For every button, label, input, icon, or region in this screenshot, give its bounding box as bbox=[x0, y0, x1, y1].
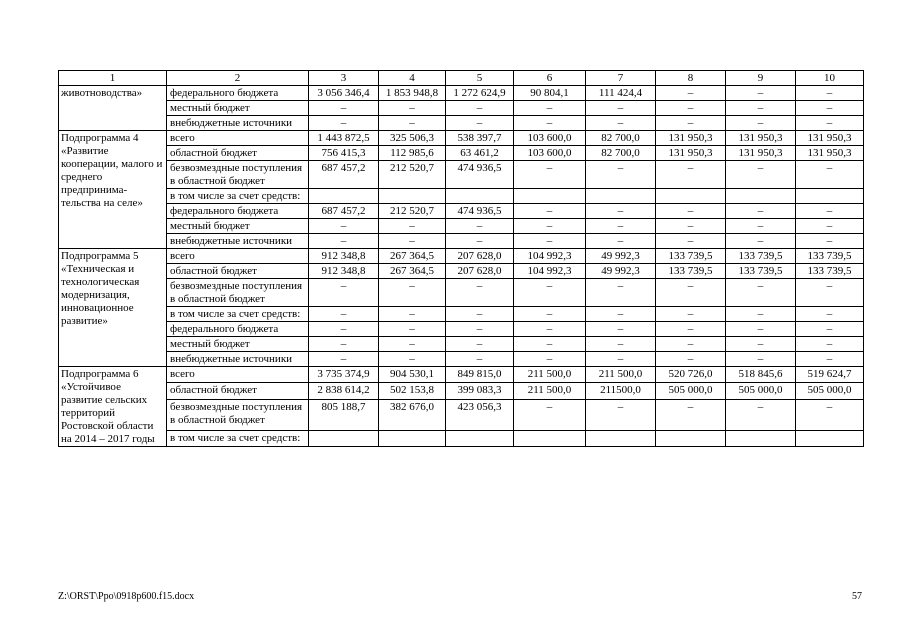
value-cell: 912 348,8 bbox=[309, 249, 379, 264]
value-cell: 474 936,5 bbox=[446, 161, 514, 189]
funding-source: внебюджетные источники bbox=[167, 352, 309, 367]
value-cell: – bbox=[379, 116, 446, 131]
value-cell: – bbox=[656, 234, 726, 249]
table-row bbox=[59, 146, 864, 161]
file-path-footer: Z:\ORST\Ppo\0918p600.f15.docx bbox=[58, 591, 195, 602]
table-row bbox=[59, 234, 864, 249]
value-cell: – bbox=[656, 86, 726, 101]
value-cell bbox=[514, 189, 586, 204]
funding-source: местный бюджет bbox=[167, 219, 309, 234]
value-cell: 423 056,3 bbox=[446, 399, 514, 430]
funding-source: местный бюджет bbox=[167, 337, 309, 352]
table-row bbox=[59, 189, 864, 204]
value-cell: – bbox=[586, 352, 656, 367]
column-number: 5 bbox=[446, 71, 514, 86]
value-cell bbox=[656, 430, 726, 446]
value-cell: – bbox=[446, 234, 514, 249]
table-row bbox=[59, 101, 864, 116]
table-row bbox=[59, 264, 864, 279]
value-cell: – bbox=[446, 101, 514, 116]
value-cell: – bbox=[726, 101, 796, 116]
value-cell: 1 443 872,5 bbox=[309, 131, 379, 146]
table-row bbox=[59, 249, 864, 264]
value-cell: 133 739,5 bbox=[656, 264, 726, 279]
value-cell bbox=[586, 430, 656, 446]
value-cell: 49 992,3 bbox=[586, 264, 656, 279]
value-cell: 505 000,0 bbox=[656, 383, 726, 399]
value-cell: 267 364,5 bbox=[379, 264, 446, 279]
program-name: Подпрограмма 5 «Техническая и технологическая модернизация, инновационное развитие» bbox=[59, 249, 167, 367]
value-cell: 3 735 374,9 bbox=[309, 367, 379, 383]
value-cell: – bbox=[586, 219, 656, 234]
value-cell bbox=[656, 189, 726, 204]
value-cell: – bbox=[514, 399, 586, 430]
value-cell: 267 364,5 bbox=[379, 249, 446, 264]
value-cell: – bbox=[726, 234, 796, 249]
value-cell: – bbox=[796, 101, 864, 116]
value-cell: 1 853 948,8 bbox=[379, 86, 446, 101]
value-cell: 805 188,7 bbox=[309, 399, 379, 430]
value-cell: – bbox=[309, 352, 379, 367]
value-cell: 520 726,0 bbox=[656, 367, 726, 383]
value-cell: 212 520,7 bbox=[379, 204, 446, 219]
value-cell: 211 500,0 bbox=[514, 367, 586, 383]
value-cell: 849 815,0 bbox=[446, 367, 514, 383]
value-cell: 518 845,6 bbox=[726, 367, 796, 383]
value-cell: – bbox=[796, 352, 864, 367]
column-number: 6 bbox=[514, 71, 586, 86]
value-cell: 131 950,3 bbox=[726, 131, 796, 146]
value-cell: – bbox=[309, 322, 379, 337]
table-row bbox=[59, 116, 864, 131]
program-name: Подпрограмма 4 «Развитие кооперации, малого и среднего предпринима-тельства на селе» bbox=[59, 131, 167, 249]
column-number: 8 bbox=[656, 71, 726, 86]
value-cell: – bbox=[796, 234, 864, 249]
table-row bbox=[59, 131, 864, 146]
value-cell: 103 600,0 bbox=[514, 146, 586, 161]
value-cell: 104 992,3 bbox=[514, 264, 586, 279]
value-cell: – bbox=[309, 279, 379, 307]
value-cell: – bbox=[656, 161, 726, 189]
value-cell: 111 424,4 bbox=[586, 86, 656, 101]
table-row bbox=[59, 337, 864, 352]
value-cell bbox=[309, 189, 379, 204]
value-cell: – bbox=[309, 116, 379, 131]
value-cell: – bbox=[796, 307, 864, 322]
value-cell: 207 628,0 bbox=[446, 264, 514, 279]
value-cell: – bbox=[796, 204, 864, 219]
column-number: 10 bbox=[796, 71, 864, 86]
value-cell: 325 506,3 bbox=[379, 131, 446, 146]
value-cell: – bbox=[726, 86, 796, 101]
value-cell: 131 950,3 bbox=[656, 131, 726, 146]
value-cell: – bbox=[656, 307, 726, 322]
value-cell: – bbox=[514, 322, 586, 337]
value-cell: – bbox=[726, 116, 796, 131]
value-cell: 112 985,6 bbox=[379, 146, 446, 161]
value-cell: – bbox=[726, 322, 796, 337]
value-cell: – bbox=[656, 101, 726, 116]
value-cell: 82 700,0 bbox=[586, 131, 656, 146]
value-cell: 399 083,3 bbox=[446, 383, 514, 399]
value-cell: – bbox=[656, 116, 726, 131]
table-row bbox=[59, 322, 864, 337]
funding-source: безвозмездные поступления в областной бюджет bbox=[167, 161, 309, 189]
value-cell: 207 628,0 bbox=[446, 249, 514, 264]
value-cell: – bbox=[726, 337, 796, 352]
value-cell: 912 348,8 bbox=[309, 264, 379, 279]
value-cell: – bbox=[726, 161, 796, 189]
value-cell: 133 739,5 bbox=[726, 249, 796, 264]
table-row bbox=[59, 430, 864, 446]
value-cell: – bbox=[586, 204, 656, 219]
funding-source: в том числе за счет средств: bbox=[167, 307, 309, 322]
value-cell: 519 624,7 bbox=[796, 367, 864, 383]
value-cell: – bbox=[586, 337, 656, 352]
value-cell bbox=[796, 430, 864, 446]
value-cell: – bbox=[446, 116, 514, 131]
value-cell bbox=[446, 430, 514, 446]
value-cell: 1 272 624,9 bbox=[446, 86, 514, 101]
table-row bbox=[59, 352, 864, 367]
value-cell: – bbox=[514, 279, 586, 307]
value-cell: – bbox=[726, 352, 796, 367]
value-cell: 82 700,0 bbox=[586, 146, 656, 161]
value-cell: – bbox=[514, 307, 586, 322]
value-cell bbox=[446, 189, 514, 204]
value-cell: – bbox=[514, 161, 586, 189]
value-cell: – bbox=[309, 219, 379, 234]
value-cell: – bbox=[796, 337, 864, 352]
value-cell: – bbox=[446, 322, 514, 337]
value-cell: – bbox=[514, 116, 586, 131]
value-cell: – bbox=[309, 307, 379, 322]
value-cell: – bbox=[586, 307, 656, 322]
funding-source: в том числе за счет средств: bbox=[167, 430, 309, 446]
value-cell: – bbox=[656, 399, 726, 430]
column-number: 9 bbox=[726, 71, 796, 86]
table-header-row bbox=[59, 71, 864, 86]
table-row bbox=[59, 307, 864, 322]
funding-source: областной бюджет bbox=[167, 146, 309, 161]
value-cell: 904 530,1 bbox=[379, 367, 446, 383]
value-cell: – bbox=[446, 352, 514, 367]
value-cell: – bbox=[379, 219, 446, 234]
value-cell: – bbox=[726, 219, 796, 234]
value-cell: 687 457,2 bbox=[309, 204, 379, 219]
value-cell: – bbox=[379, 352, 446, 367]
funding-source: всего bbox=[167, 131, 309, 146]
value-cell: 104 992,3 bbox=[514, 249, 586, 264]
value-cell: – bbox=[514, 234, 586, 249]
value-cell: 505 000,0 bbox=[796, 383, 864, 399]
value-cell: – bbox=[656, 322, 726, 337]
funding-source: федерального бюджета bbox=[167, 322, 309, 337]
value-cell: – bbox=[446, 279, 514, 307]
table-row bbox=[59, 367, 864, 383]
value-cell: 133 739,5 bbox=[656, 249, 726, 264]
column-number: 1 bbox=[59, 71, 167, 86]
value-cell: – bbox=[796, 322, 864, 337]
value-cell: 211500,0 bbox=[586, 383, 656, 399]
value-cell: – bbox=[514, 337, 586, 352]
value-cell: – bbox=[514, 352, 586, 367]
value-cell: 382 676,0 bbox=[379, 399, 446, 430]
table-row bbox=[59, 219, 864, 234]
value-cell: – bbox=[796, 219, 864, 234]
value-cell: – bbox=[379, 322, 446, 337]
value-cell: – bbox=[379, 337, 446, 352]
value-cell: 3 056 346,4 bbox=[309, 86, 379, 101]
funding-source: всего bbox=[167, 367, 309, 383]
value-cell: – bbox=[796, 161, 864, 189]
column-number: 2 bbox=[167, 71, 309, 86]
value-cell bbox=[514, 430, 586, 446]
value-cell: – bbox=[796, 116, 864, 131]
value-cell: – bbox=[379, 101, 446, 116]
value-cell: – bbox=[379, 279, 446, 307]
funding-source: внебюджетные источники bbox=[167, 234, 309, 249]
table-row bbox=[59, 399, 864, 430]
value-cell: – bbox=[656, 219, 726, 234]
value-cell: – bbox=[586, 116, 656, 131]
value-cell: – bbox=[586, 234, 656, 249]
column-number: 4 bbox=[379, 71, 446, 86]
value-cell: 131 950,3 bbox=[656, 146, 726, 161]
funding-source: федерального бюджета bbox=[167, 204, 309, 219]
value-cell: 2 838 614,2 bbox=[309, 383, 379, 399]
value-cell: – bbox=[586, 322, 656, 337]
value-cell: – bbox=[309, 234, 379, 249]
table-row bbox=[59, 383, 864, 399]
value-cell bbox=[726, 189, 796, 204]
value-cell: – bbox=[726, 307, 796, 322]
program-name: животноводства» bbox=[59, 86, 167, 131]
value-cell: 538 397,7 bbox=[446, 131, 514, 146]
value-cell: – bbox=[656, 337, 726, 352]
funding-source: внебюджетные источники bbox=[167, 116, 309, 131]
page-number: 57 bbox=[852, 591, 862, 602]
funding-source: областной бюджет bbox=[167, 264, 309, 279]
value-cell: 211 500,0 bbox=[586, 367, 656, 383]
value-cell: – bbox=[796, 279, 864, 307]
value-cell bbox=[796, 189, 864, 204]
value-cell: – bbox=[656, 352, 726, 367]
value-cell: – bbox=[446, 337, 514, 352]
value-cell bbox=[309, 430, 379, 446]
value-cell: 133 739,5 bbox=[796, 249, 864, 264]
funding-source: в том числе за счет средств: bbox=[167, 189, 309, 204]
value-cell: – bbox=[514, 204, 586, 219]
value-cell: 131 950,3 bbox=[726, 146, 796, 161]
funding-source: федерального бюджета bbox=[167, 86, 309, 101]
column-number: 3 bbox=[309, 71, 379, 86]
value-cell: 131 950,3 bbox=[796, 146, 864, 161]
table-row bbox=[59, 279, 864, 307]
value-cell: 211 500,0 bbox=[514, 383, 586, 399]
value-cell: – bbox=[656, 204, 726, 219]
value-cell: 505 000,0 bbox=[726, 383, 796, 399]
value-cell bbox=[379, 430, 446, 446]
value-cell bbox=[586, 189, 656, 204]
value-cell: – bbox=[656, 279, 726, 307]
value-cell: 687 457,2 bbox=[309, 161, 379, 189]
value-cell: 474 936,5 bbox=[446, 204, 514, 219]
value-cell: 133 739,5 bbox=[726, 264, 796, 279]
value-cell: – bbox=[379, 234, 446, 249]
value-cell: – bbox=[586, 101, 656, 116]
funding-source: безвозмездные поступления в областной бюджет bbox=[167, 399, 309, 430]
value-cell: – bbox=[379, 307, 446, 322]
value-cell: – bbox=[796, 86, 864, 101]
value-cell: 49 992,3 bbox=[586, 249, 656, 264]
value-cell: – bbox=[309, 337, 379, 352]
value-cell: – bbox=[309, 101, 379, 116]
value-cell: – bbox=[514, 101, 586, 116]
value-cell: 502 153,8 bbox=[379, 383, 446, 399]
table-row bbox=[59, 161, 864, 189]
value-cell: 90 804,1 bbox=[514, 86, 586, 101]
funding-source: областной бюджет bbox=[167, 383, 309, 399]
budget-table bbox=[58, 70, 864, 447]
funding-source: всего bbox=[167, 249, 309, 264]
program-name: Подпрограмма 6 «Устойчивое развитие сельских территорий Ростовской области на 2014 – 2017 годы bbox=[59, 367, 167, 447]
value-cell: 756 415,3 bbox=[309, 146, 379, 161]
value-cell: – bbox=[726, 399, 796, 430]
value-cell: 131 950,3 bbox=[796, 131, 864, 146]
value-cell: – bbox=[726, 204, 796, 219]
value-cell bbox=[726, 430, 796, 446]
column-number: 7 bbox=[586, 71, 656, 86]
value-cell: – bbox=[514, 219, 586, 234]
value-cell bbox=[379, 189, 446, 204]
funding-source: безвозмездные поступления в областной бюджет bbox=[167, 279, 309, 307]
value-cell: 103 600,0 bbox=[514, 131, 586, 146]
table-row bbox=[59, 204, 864, 219]
value-cell: – bbox=[446, 307, 514, 322]
value-cell: – bbox=[726, 279, 796, 307]
value-cell: – bbox=[796, 399, 864, 430]
value-cell: – bbox=[586, 161, 656, 189]
value-cell: – bbox=[586, 279, 656, 307]
value-cell: 212 520,7 bbox=[379, 161, 446, 189]
value-cell: – bbox=[446, 219, 514, 234]
value-cell: 133 739,5 bbox=[796, 264, 864, 279]
table-row bbox=[59, 86, 864, 101]
funding-source: местный бюджет bbox=[167, 101, 309, 116]
value-cell: 63 461,2 bbox=[446, 146, 514, 161]
value-cell: – bbox=[586, 399, 656, 430]
